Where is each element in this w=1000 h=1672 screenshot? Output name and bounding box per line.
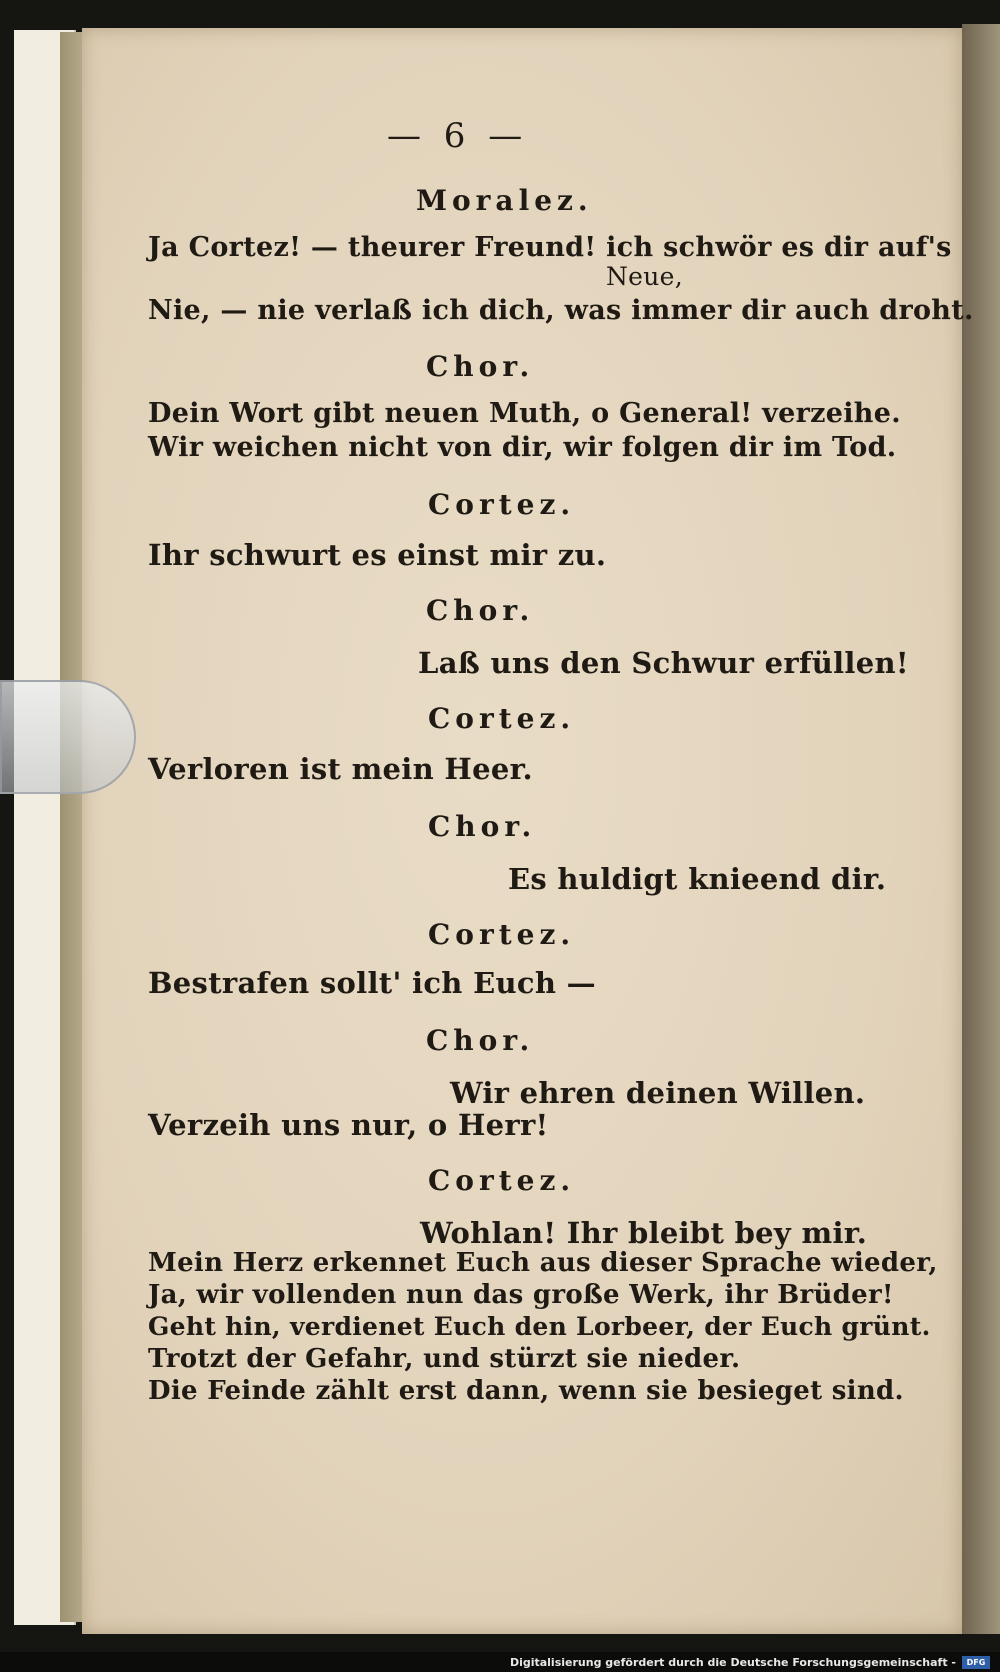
verse-line: Verloren ist mein Heer.: [148, 752, 533, 786]
speaker-chor: Chor.: [428, 810, 537, 843]
speaker-cortez: Cortez.: [428, 1164, 576, 1197]
speaker-cortez: Cortez.: [428, 918, 576, 951]
dfg-logo-icon: DFG: [962, 1656, 990, 1669]
verse-line: Ihr schwurt es einst mir zu.: [148, 538, 607, 572]
speaker-moralez: Moralez.: [416, 184, 593, 217]
speaker-cortez: Cortez.: [428, 488, 576, 521]
verse-line: Ja, wir vollenden nun das große Werk, ihr Brüder!: [148, 1280, 894, 1310]
footer-bar: [0, 1652, 1000, 1672]
verse-line: Geht hin, verdienet Euch den Lorbeer, der Euch grünt.: [148, 1312, 931, 1341]
verse-line: Neue,: [606, 262, 684, 291]
speaker-chor: Chor.: [426, 350, 535, 383]
verse-line: Verzeih uns nur, o Herr!: [148, 1108, 549, 1142]
speaker-chor: Chor.: [426, 1024, 535, 1057]
page-number: — 6 —: [387, 116, 529, 156]
verse-line: Trotzt der Gefahr, und stürzt sie nieder.: [148, 1344, 741, 1374]
verse-line: Bestrafen sollt' ich Euch —: [148, 966, 596, 1000]
verse-line: Laß uns den Schwur erfüllen!: [418, 646, 909, 680]
verse-line: Es huldigt knieend dir.: [508, 862, 887, 896]
verse-line: Dein Wort gibt neuen Muth, o General! verzeihe.: [148, 398, 901, 429]
verse-line: Mein Herz erkennet Euch aus dieser Sprache wieder,: [148, 1248, 938, 1278]
speaker-chor: Chor.: [426, 594, 535, 627]
verse-line: Ja Cortez! — theurer Freund! ich schwör es dir auf's: [148, 232, 952, 263]
speaker-cortez: Cortez.: [428, 702, 576, 735]
funding-notice: Digitalisierung gefördert durch die Deutsche Forschungsgemeinschaft -: [509, 1656, 956, 1669]
verse-line: Die Feinde zählt erst dann, wenn sie besieget sind.: [148, 1376, 904, 1406]
verse-line: Wir ehren deinen Willen.: [450, 1076, 866, 1110]
verse-line: Wohlan! Ihr bleibt bey mir.: [420, 1216, 868, 1250]
verse-line: Wir weichen nicht von dir, wir folgen dir im Tod.: [148, 432, 897, 463]
verse-line: Nie, — nie verlaß ich dich, was immer dir auch droht.: [148, 295, 974, 326]
